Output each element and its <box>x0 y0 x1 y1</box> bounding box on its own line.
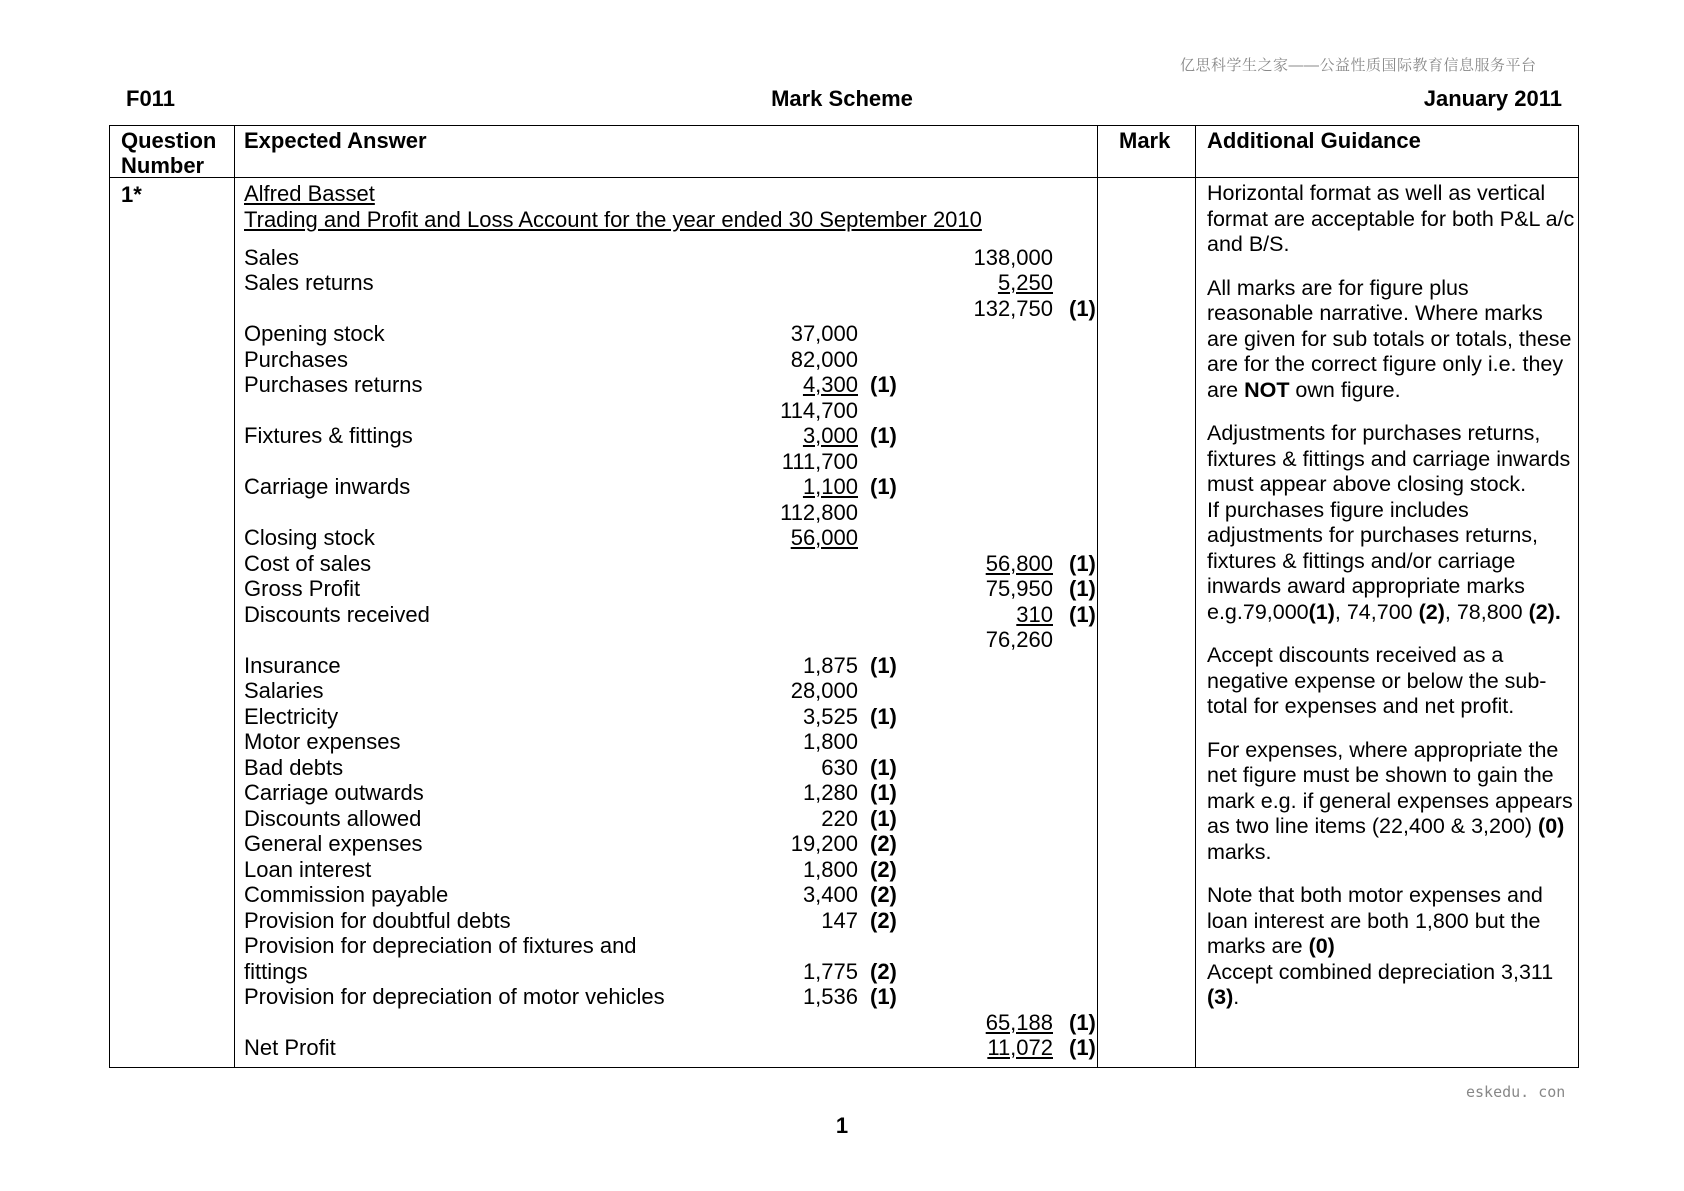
guidance-adjustments: Adjustments for purchases returns, fixtures & fittings and carriage inwards must appear above closing stock. <box>1207 421 1571 496</box>
account-row <box>244 550 1096 577</box>
account-row <box>244 908 1074 934</box>
total-amount: 65,188 <box>985 1009 1053 1035</box>
row-label: Salaries <box>244 678 324 703</box>
detail-amount: 630 <box>821 754 858 780</box>
account-row <box>244 270 1074 296</box>
detail-mark: (1) <box>870 372 897 397</box>
expected-answer-account <box>244 181 1096 1060</box>
row-label: Provision for depreciation of fixtures and <box>244 933 637 958</box>
total-mark: (1) <box>1069 576 1096 601</box>
detail-amount: 1,800 <box>802 729 858 754</box>
detail-amount: 3,525 <box>802 703 858 729</box>
guidance-formats: Horizontal format as well as vertical format are acceptable for both P&L a/c and B/S. <box>1207 181 1575 256</box>
document-title: Mark Scheme <box>771 86 913 111</box>
row-label: Motor expenses <box>244 729 401 754</box>
account-row <box>244 601 1096 628</box>
total-mark: (1) <box>1069 550 1096 576</box>
total-mark: (1) <box>1069 1009 1096 1035</box>
column-divider <box>234 126 235 1067</box>
detail-mark: (1) <box>870 805 897 831</box>
account-row <box>244 398 1074 424</box>
detail-amount: 1,280 <box>802 780 858 805</box>
guidance-same-figures: Note that both motor expenses and loan interest are both 1,800 but the marks are (0) <box>1207 883 1543 958</box>
detail-amount: 114,700 <box>780 397 858 423</box>
guidance-marks: All marks are for figure plus reasonable narrative. Where marks are given for sub totals or totals, these are for the correct figure only i.e. they are NOT own figure. <box>1207 275 1572 402</box>
row-label: General expenses <box>244 831 423 856</box>
account-row <box>244 347 1074 373</box>
account-row <box>244 780 1074 806</box>
detail-amount: 28,000 <box>790 678 858 703</box>
account-row <box>244 857 1074 883</box>
account-row <box>244 245 1074 271</box>
row-label: fittings <box>244 958 308 984</box>
account-row <box>244 295 1096 322</box>
detail-amount: 1,536 <box>802 984 858 1009</box>
total-amount: 138,000 <box>973 244 1053 270</box>
row-label: Carriage inwards <box>244 474 411 499</box>
row-label: Loan interest <box>244 856 372 882</box>
row-label: Insurance <box>244 652 341 678</box>
account-row <box>244 984 1074 1010</box>
guidance-purchases: If purchases figure includes adjustments for purchases returns, fixtures & fittings and/or carriage inwards award appropriate marks e.g.79,000(1), 74,700 (2), 78,800 (2). <box>1207 497 1561 624</box>
total-mark: (1) <box>1069 601 1096 627</box>
detail-mark: (2) <box>870 856 897 882</box>
header-expected-answer: Expected Answer <box>244 128 427 153</box>
header-divider <box>110 177 1578 178</box>
account-row <box>244 321 1074 347</box>
column-divider <box>1195 126 1196 1067</box>
detail-mark: (1) <box>870 652 897 678</box>
detail-amount: 56,000 <box>790 525 858 550</box>
account-row <box>244 449 1074 475</box>
detail-amount: 1,775 <box>802 958 858 984</box>
mark-scheme-table <box>109 125 1579 1068</box>
row-label: Opening stock <box>244 321 385 346</box>
account-row <box>244 627 1074 653</box>
account-row <box>244 959 1074 985</box>
row-label: Sales <box>244 244 300 270</box>
exam-session: January 2011 <box>1423 86 1562 111</box>
row-label: Cost of sales <box>244 550 372 576</box>
account-row <box>244 474 1074 500</box>
detail-amount: 82,000 <box>790 346 858 372</box>
account-row <box>244 525 1074 551</box>
detail-mark: (1) <box>870 423 897 448</box>
column-divider <box>1097 126 1098 1067</box>
total-amount: 75,950 <box>985 576 1053 601</box>
row-label: Bad debts <box>244 754 344 780</box>
guidance-depreciation: Accept combined depreciation 3,311 (3). <box>1207 959 1554 1009</box>
account-row <box>244 372 1074 398</box>
account-row <box>244 704 1074 730</box>
account-title: Trading and Profit and Loss Account for the year ended 30 September 2010 <box>244 206 982 232</box>
detail-amount: 220 <box>821 805 858 831</box>
total-mark: (1) <box>1069 295 1096 321</box>
paper-code: F011 <box>126 86 175 111</box>
detail-mark: (2) <box>870 907 897 933</box>
detail-amount: 1,800 <box>802 856 858 882</box>
row-label: Discounts allowed <box>244 805 422 831</box>
total-mark: (1) <box>1069 1035 1096 1060</box>
account-row <box>244 831 1074 857</box>
detail-amount: 111,700 <box>781 448 858 474</box>
account-row <box>244 933 1074 959</box>
account-row <box>244 576 1096 602</box>
question-number: 1* <box>121 182 142 207</box>
detail-mark: (1) <box>870 984 897 1009</box>
detail-mark: (1) <box>870 780 897 805</box>
account-row <box>244 729 1074 755</box>
detail-mark: (1) <box>870 474 897 499</box>
account-row <box>244 1009 1096 1036</box>
account-row <box>244 653 1074 679</box>
total-amount: 5,250 <box>997 270 1053 295</box>
account-row <box>244 755 1074 781</box>
guidance-expenses: For expenses, where appropriate the net figure must be shown to gain the mark e.g. if general expenses appears as two line items (22,400 & 3,200) (0) marks. <box>1207 737 1573 864</box>
header-mark: Mark <box>1119 128 1171 153</box>
guidance-discounts: Accept discounts received as a negative expense or below the sub-total for expenses and net profit. <box>1207 643 1547 718</box>
detail-amount: 3,000 <box>802 423 858 448</box>
detail-mark: (2) <box>870 882 897 907</box>
detail-amount: 37,000 <box>790 321 858 346</box>
watermark-top: 亿思科学生之家——公益性质国际教育信息服务平台 <box>1180 57 1537 74</box>
detail-amount: 147 <box>821 907 858 933</box>
total-amount: 132,750 <box>973 295 1053 321</box>
row-label: Closing stock <box>244 525 375 550</box>
row-label: Provision for depreciation of motor vehicles <box>244 984 665 1009</box>
account-row <box>244 1035 1096 1061</box>
row-label: Electricity <box>244 703 339 729</box>
additional-guidance <box>1207 181 1575 1011</box>
detail-mark: (2) <box>870 831 897 856</box>
row-label: Commission payable <box>244 882 449 907</box>
total-amount: 56,800 <box>985 550 1053 576</box>
business-name: Alfred Basset <box>244 181 375 206</box>
total-amount: 11,072 <box>987 1035 1053 1060</box>
row-label: Carriage outwards <box>244 780 424 805</box>
row-label: Purchases returns <box>244 372 423 397</box>
detail-amount: 3,400 <box>802 882 858 907</box>
row-label: Purchases <box>244 346 348 372</box>
detail-amount: 112,800 <box>780 499 858 525</box>
row-label: Provision for doubtful debts <box>244 907 511 933</box>
account-row <box>244 423 1074 449</box>
detail-amount: 4,300 <box>802 372 858 397</box>
header-question-number: Question Number <box>121 128 217 178</box>
detail-mark: (2) <box>870 958 897 984</box>
account-row <box>244 806 1074 832</box>
page-number: 1 <box>835 1113 849 1138</box>
total-amount: 310 <box>1016 601 1053 627</box>
detail-amount: 1,100 <box>802 474 858 499</box>
row-label: Gross Profit <box>244 576 361 601</box>
row-label: Discounts received <box>244 601 430 627</box>
row-label: Sales returns <box>244 270 374 295</box>
detail-amount: 1,875 <box>802 652 858 678</box>
watermark-bottom: eskedu. con <box>1466 1083 1566 1101</box>
detail-mark: (1) <box>870 703 897 729</box>
header-additional-guidance: Additional Guidance <box>1207 128 1421 153</box>
account-row <box>244 500 1074 526</box>
detail-mark: (1) <box>870 754 897 780</box>
detail-amount: 19,200 <box>790 831 858 856</box>
account-row <box>244 678 1074 704</box>
row-label: Net Profit <box>244 1035 336 1060</box>
account-row <box>244 882 1074 908</box>
total-amount: 76,260 <box>985 627 1053 652</box>
row-label: Fixtures & fittings <box>244 423 413 448</box>
